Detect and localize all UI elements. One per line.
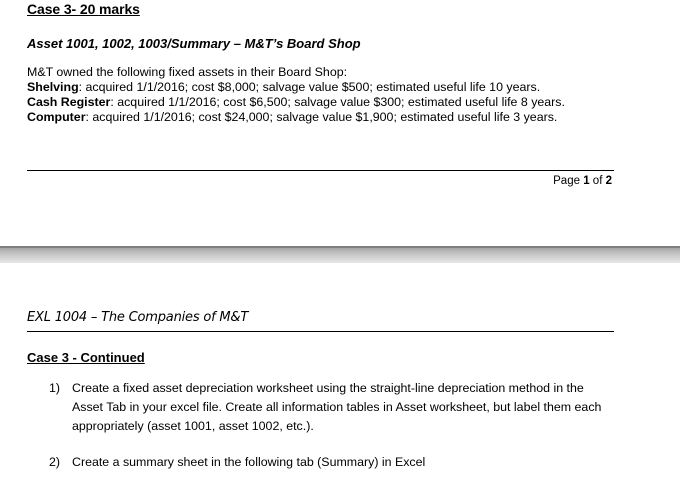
asset-shelving bbox=[27, 80, 607, 95]
page-current: 1 bbox=[583, 175, 590, 187]
item-number: 2) bbox=[49, 455, 61, 469]
case-title: Case 3- 20 marks bbox=[27, 1, 140, 17]
page-label: Page bbox=[553, 175, 580, 187]
intro-text: M&T owned the following fixed assets in their Board Shop: bbox=[27, 65, 348, 79]
instruction-item bbox=[49, 453, 609, 472]
asset-details: : acquired 1/1/2016; cost $6,500; salvage value $300; estimated useful life 8 years. bbox=[110, 95, 565, 109]
case-continued-heading: Case 3 - Continued bbox=[27, 350, 145, 365]
item-number: 1) bbox=[49, 381, 61, 395]
header-divider bbox=[27, 331, 614, 332]
document-page-2 bbox=[0, 263, 680, 478]
page-number bbox=[553, 175, 612, 187]
asset-details: : acquired 1/1/2016; cost $24,000; salvage value $1,900; estimated useful life 3 years. bbox=[85, 110, 558, 124]
asset-details: : acquired 1/1/2016; cost $8,000; salvage value $500; estimated useful life 10 years. bbox=[78, 80, 541, 94]
asset-label: Shelving bbox=[27, 80, 79, 94]
item-text: Create a summary sheet in the following tab (Summary) in Excel bbox=[72, 455, 426, 469]
asset-computer bbox=[27, 110, 607, 125]
asset-label: Cash Register bbox=[27, 95, 111, 109]
assets-description bbox=[27, 65, 607, 125]
assets-subtitle: Asset 1001, 1002, 1003/Summary – M&T’s Board Shop bbox=[27, 36, 361, 51]
page-separator bbox=[0, 246, 680, 263]
instruction-item bbox=[49, 379, 609, 436]
asset-cash-register bbox=[27, 95, 607, 110]
page-of: of bbox=[592, 175, 603, 187]
footer-divider bbox=[27, 170, 614, 171]
page-header: EXL 1004 – The Companies of M&T bbox=[27, 310, 249, 325]
item-text: Create a fixed asset depreciation worksheet using the straight-line depreciation method in the Asset Tab in your excel file. Create all information tables in Asset worksheet, but label them each appropriately (asset 1001, asset 1002, etc.). bbox=[72, 381, 602, 433]
asset-label: Computer bbox=[27, 110, 86, 124]
page-total: 2 bbox=[605, 175, 612, 187]
